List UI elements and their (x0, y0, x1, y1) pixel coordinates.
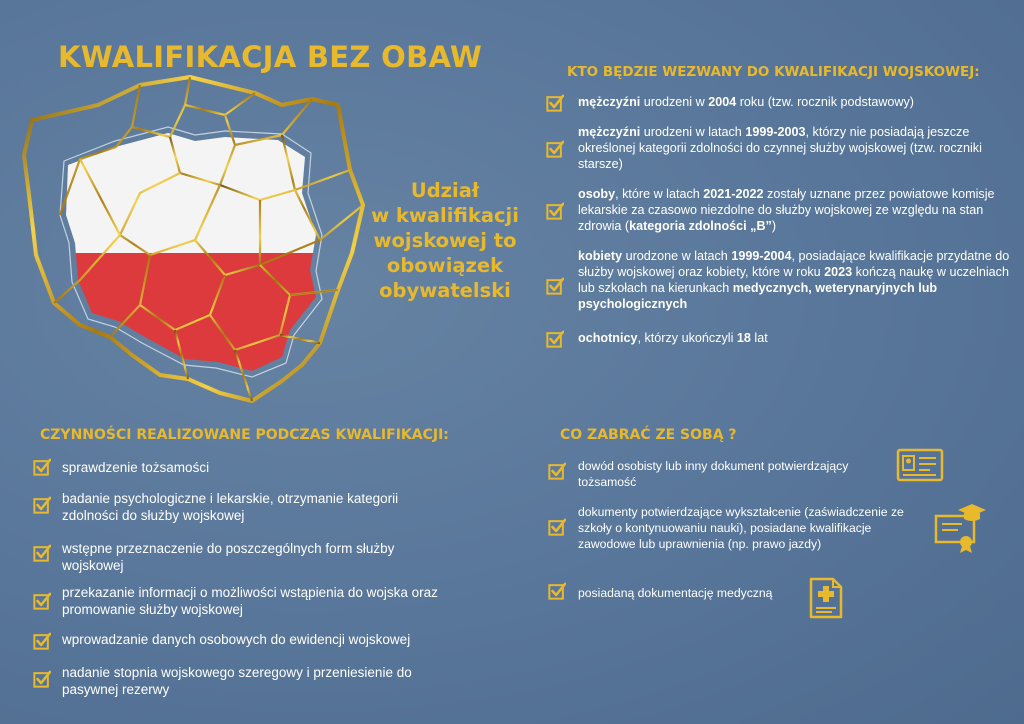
activity-item: badanie psychologiczne i lekarskie, otrzymanie kategorii zdolności do służby wojskowej (62, 491, 399, 523)
bring-item: posiadaną dokumentację medyczną (578, 586, 773, 600)
who-item-text: , posiadające kwalifikacje przydatne do służby wojskowej oraz kobiety, które w roku (578, 249, 1010, 279)
who-item-text: zostały uznane przez powiatowe komisje lekarskie za czasowo niezdolne do służby wojskowej ze względu na stan zdrowia ( (578, 187, 995, 233)
checkmark-icon (546, 277, 564, 295)
activities-heading: CZYNNOŚCI REALIZOWANE PODCZAS KWALIFIKACJI: (40, 427, 449, 443)
who-item-text: ochotnicy (578, 331, 638, 345)
who-item-text: 2023 (824, 265, 853, 279)
checkmark-icon (33, 458, 51, 476)
who-item (578, 330, 998, 346)
activity-item: wstępne przeznaczenie do poszczególnych form służby wojskowej (62, 541, 395, 573)
who-item (578, 248, 1018, 312)
who-item-text: , którzy nie posiadają jeszcze określonej kategorii zdolności do czynnej służby wojskowej (tzw. roczniki starsze) (578, 125, 982, 171)
checkmark-icon (546, 202, 564, 220)
checkmark-icon (33, 496, 51, 514)
bring-item: dowód osobisty lub inny dokument potwierdzający tożsamość (578, 459, 849, 489)
activity-item: wprowadzanie danych osobowych do ewidencji wojskowej (62, 632, 411, 647)
activity-item: sprawdzenie tożsamości (62, 460, 210, 475)
who-item-text: , którzy ukończyli (637, 331, 737, 345)
checkmark-icon (546, 330, 564, 348)
checkmark-icon (33, 632, 51, 650)
who-item-text: 2004 (708, 95, 737, 109)
checkmark-icon (548, 462, 566, 480)
id-card-icon (896, 448, 944, 482)
who-item-text: 1999-2003 (745, 125, 806, 139)
checkmark-icon (548, 582, 566, 600)
diploma-icon (932, 502, 988, 554)
checkmark-icon (33, 592, 51, 610)
medical-document-icon (808, 576, 844, 620)
who-item-text: kategoria zdolności „B” (629, 219, 772, 233)
checkmark-icon (33, 670, 51, 688)
who-item-text: 1999-2004 (731, 249, 792, 263)
who-item-text: kobiety (578, 249, 623, 263)
who-item-text: 2021-2022 (703, 187, 764, 201)
who-item-text: urodzeni w (640, 95, 709, 109)
who-item-text: , które w latach (615, 187, 704, 201)
who-item (578, 124, 998, 172)
bring-item: dokumenty potwierdzające wykształcenie (zaświadczenie ze szkoły o kontynuowaniu nauki), posiadane kwalifikacje zawodowe lub uprawnienia (np. prawo jazdy) (578, 505, 904, 551)
activity-item: nadanie stopnia wojskowego szeregowy i przeniesienie do pasywnej rezerwy (62, 665, 412, 697)
who-item-text: lat (750, 331, 768, 345)
checkmark-icon (33, 544, 51, 562)
who-item-text: kończą naukę w uczelniach lub szkołach na kierunkach (578, 265, 1009, 295)
who-item-text: osoby (578, 187, 616, 201)
slogan: Udział w kwalifikacji wojskowej to obowiązek obywatelski (371, 179, 519, 302)
checkmark-icon (546, 94, 564, 112)
poland-flag-map (20, 75, 365, 405)
who-item-text: urodzone w latach (622, 249, 732, 263)
activity-item: przekazanie informacji o możliwości wstąpienia do wojska oraz promowanie służby wojskowej (62, 585, 438, 617)
who-item-text: mężczyźni (578, 125, 641, 139)
checkmark-icon (546, 140, 564, 158)
who-item-text: ) (771, 219, 777, 233)
who-item-text: roku (tzw. rocznik podstawowy) (736, 95, 915, 109)
who-item-text: mężczyźni (578, 95, 641, 109)
who-item-text: urodzeni w latach (640, 125, 746, 139)
who-item (578, 94, 1018, 110)
bring-heading: CO ZABRAĆ ZE SOBĄ ? (560, 427, 737, 443)
who-heading: KTO BĘDZIE WEZWANY DO KWALIFIKACJI WOJSKOWEJ: (567, 64, 980, 80)
who-item-text: 18 (736, 331, 751, 345)
checkmark-icon (548, 518, 566, 536)
who-item (578, 186, 998, 234)
who-item-text: medycznych, weterynaryjnych lub psychologicznych (578, 281, 938, 311)
main-title: KWALIFIKACJA BEZ OBAW (58, 40, 483, 74)
